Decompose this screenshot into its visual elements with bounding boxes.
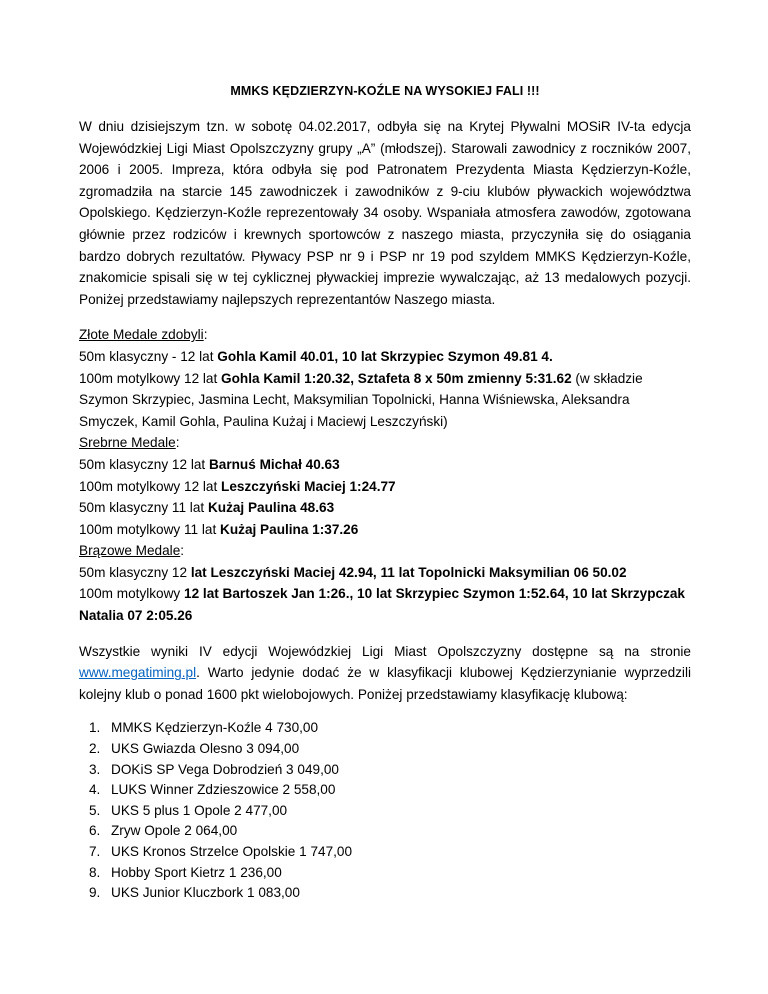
gold-medals-section [79,324,691,432]
silver-event: 50m klasyczny 12 lat [79,456,209,472]
gold-line-1-event: 50m klasyczny - 12 lat [79,348,218,364]
silver-result: Kużaj Paulina 48.63 [207,500,335,516]
silver-line [79,519,691,541]
silver-result: Kużaj Paulina 1:37.26 [220,521,359,537]
silver-event: 100m motylkowy 11 lat [79,521,221,537]
list-item-text: Hobby Sport Kietrz 1 236,00 [111,864,282,880]
bronze-line-1-event: 50m klasyczny 12 [79,564,191,580]
list-item-text: UKS Junior Kluczbork 1 083,00 [111,885,300,901]
silver-heading-line [79,432,691,454]
megatiming-link[interactable]: www.megatiming.pl [79,665,197,681]
silver-line [79,476,691,498]
results-text-pre: Wszystkie wyniki IV edycji Wojewódzkiej Ligi Miast Opolszczyzny dostępne są na stronie [79,643,691,659]
list-item [79,883,691,904]
list-item-number: 9. [89,885,101,901]
gold-heading-line [79,324,691,346]
silver-heading: Srebrne Medale [79,435,176,451]
results-paragraph [79,641,691,706]
list-item-text: LUKS Winner Zdzieszowice 2 558,00 [111,782,336,798]
list-item [79,842,691,863]
gold-line-2-note: (w składzie Szymon Skrzypiec, Jasmina Lecht, Maksymilian Topolnicki, Hanna Wiśniewska, Aleksandra Smyczek, Kamil Gohla, Paulina Kużaj i Maciewj Leszczyński) [79,370,643,429]
gold-line-2-event: 100m motylkowy 12 lat [79,370,222,386]
gold-heading-colon: : [203,327,208,343]
list-item-number: 2. [89,741,101,757]
bronze-line-1-result: lat Leszczyński Maciej 42.94, 11 lat Topolnicki Maksymilian 06 50.02 [190,564,627,580]
list-item-number: 1. [89,720,101,736]
bronze-heading-colon: : [180,543,185,559]
bronze-medals-section [79,540,691,626]
intro-paragraph: W dniu dzisiejszym tzn. w sobotę 04.02.2017, odbyła się na Krytej Pływalni MOSiR IV-ta edycja Wojewódzkiej Ligi Miast Opolszczyzny grupy „A” (młodszej). Starowali zawodnicy z roczników 2007, 2006 i 2005. Impreza, która odbyła się pod Patronatem Prezydenta Miasta Kędzierzyn-Koźle, zgromadziła na starcie 145 zawodniczek i zawodników z 9-ciu klubów pływackich województwa Opolskiego. Kędzierzyn-Koźle reprezentowały 34 osoby. Wspaniała atmosfera zawodów, zgotowana głównie przez rodziców i krewnych sportowców z naszego miasta, przyczyniła się do osiągania bardzo dobrych rezultatów. Pływacy PSP nr 9 i PSP nr 19 pod szyldem MMKS Kędzierzyn-Koźle, znakomicie spisali się w tej cyklicznej pływackiej imprezie wywalczając, aż 13 medalowych pozycji. Poniżej przedstawiamy najlepszych reprezentantów Naszego miasta. [79,119,691,307]
club-ranking-list [79,718,691,903]
list-item [79,739,691,760]
list-item [79,760,691,781]
list-item [79,863,691,884]
gold-line-1-result: Gohla Kamil 40.01, 10 lat Skrzypiec Szymon 49.81 4 [217,348,549,364]
gold-line-1-end: . [548,348,553,364]
results-text-post: . Warto jedynie dodać że w klasyfikacji klubowej Kędzierzynianie wyprzedzili kolejny klub o ponad 1600 pkt wielobojowych. Poniżej przedstawiamy klasyfikację klubową: [79,665,691,702]
list-item [79,821,691,842]
silver-heading-colon: : [175,435,180,451]
gold-line-1 [79,346,691,368]
silver-event: 100m motylkowy 12 lat [79,478,222,494]
bronze-line-2 [79,583,691,626]
silver-result: Leszczyński Maciej 1:24.77 [221,478,396,494]
silver-medals-section [79,432,691,540]
bronze-line-2-event: 100m motylkowy [79,586,185,602]
bronze-line-2-result: 12 lat Bartoszek Jan 1:26., 10 lat Skrzypiec Szymon 1:52.64, 10 lat Skrzypczak Natalia 07 2:05.26 [79,586,685,624]
list-item-text: UKS 5 plus 1 Opole 2 477,00 [111,802,288,818]
list-item-text: DOKiS SP Vega Dobrodzień 3 049,00 [111,761,339,777]
silver-event: 50m klasyczny 11 lat [79,500,208,516]
bronze-heading: Brązowe Medale [79,543,181,559]
gold-heading: Złote Medale zdobyli [79,327,204,343]
list-item-number: 5. [89,802,101,818]
list-item [79,780,691,801]
bronze-line-1 [79,562,691,584]
list-item-text: UKS Kronos Strzelce Opolskie 1 747,00 [111,844,353,859]
silver-line [79,454,691,476]
list-item [79,718,691,739]
list-item-number: 3. [89,761,101,777]
gold-line-2-result: Gohla Kamil 1:20.32, Sztafeta 8 x 50m zmienny 5:31.62 [221,370,572,386]
document-page [79,84,691,904]
list-item-text: Zryw Opole 2 064,00 [111,823,238,839]
list-item-text: MMKS Kędzierzyn-Koźle 4 730,00 [111,720,319,736]
bronze-heading-line [79,540,691,562]
list-item-number: 8. [89,864,101,880]
list-item [79,801,691,822]
list-item-number: 6. [89,823,101,839]
list-item-number: 4. [89,782,101,798]
list-item-number: 7. [89,844,101,859]
list-item-text: UKS Gwiazda Olesno 3 094,00 [111,741,300,757]
silver-line [79,497,691,519]
gold-line-2 [79,368,691,433]
silver-result: Barnuś Michał 40.63 [208,456,340,472]
article-title: MMKS KĘDZIERZYN-KOŹLE NA WYSOKIEJ FALI !!! [230,84,540,98]
